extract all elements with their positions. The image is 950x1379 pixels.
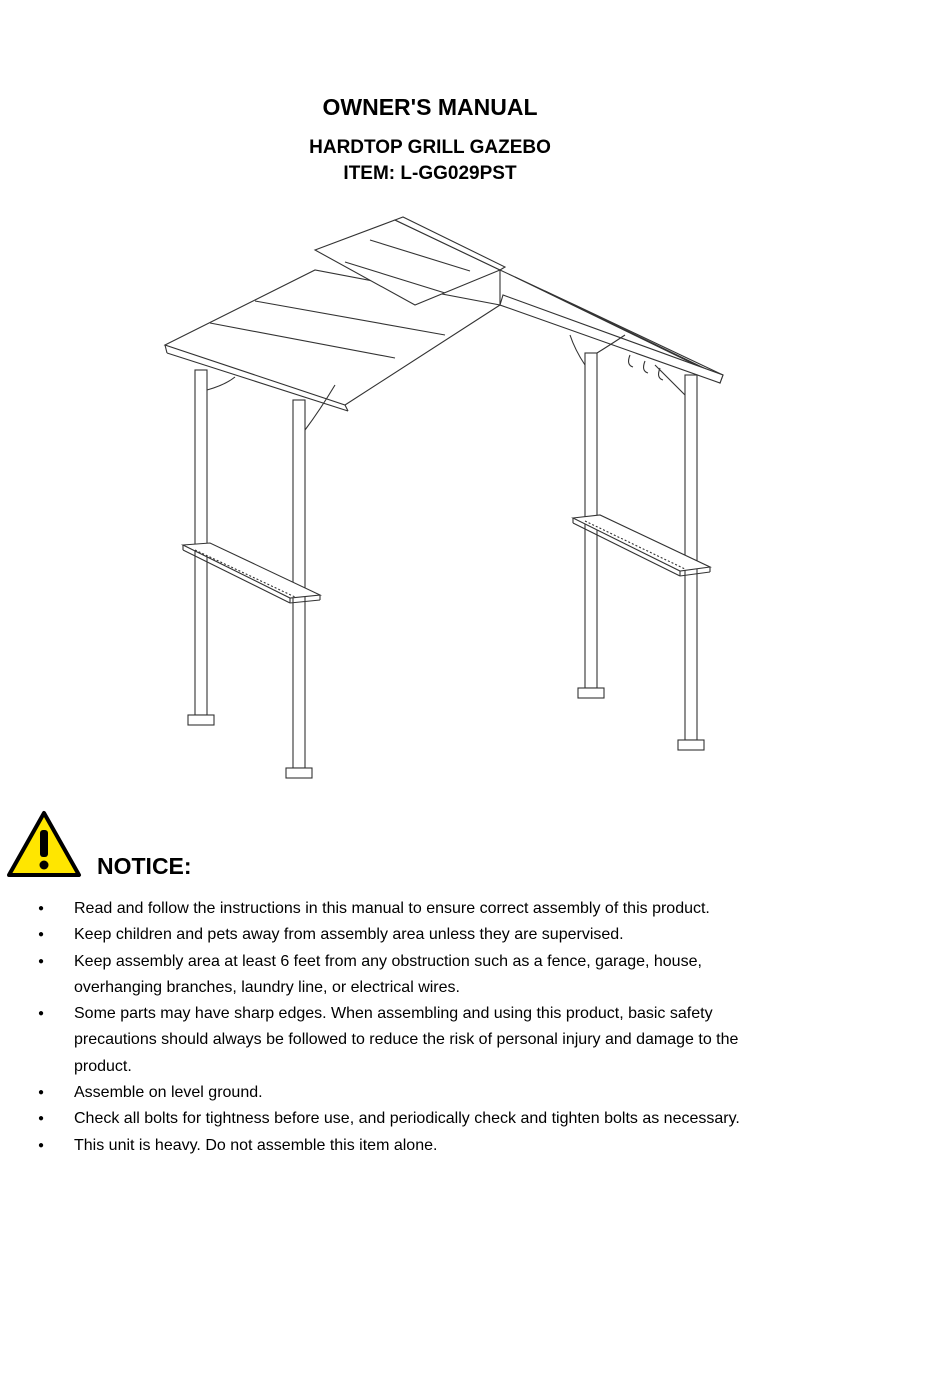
gazebo-illustration bbox=[155, 205, 735, 795]
notice-heading: NOTICE: bbox=[97, 853, 192, 879]
item-number: ITEM: L-GG029PST bbox=[343, 163, 517, 184]
list-item: ● This unit is heavy. Do not assemble this item alone. bbox=[38, 1136, 438, 1154]
product-name: HARDTOP GRILL GAZEBO bbox=[309, 137, 551, 158]
notice-list bbox=[0, 896, 950, 1159]
list-item: ● Assemble on level ground. bbox=[38, 1084, 263, 1102]
list-item: ● Keep assembly area at least 6 feet from any obstruction such as a fence, garage, house, overhanging branches, laundry line, or electrical wires. bbox=[38, 952, 702, 996]
warning-triangle-icon bbox=[6, 810, 82, 878]
list-item: ● Some parts may have sharp edges. When assembling and using this product, basic safety precautions should always be followed to reduce the risk of personal injury and damage to the product. bbox=[38, 1005, 739, 1075]
list-item: ● Check all bolts for tightness before use, and periodically check and tighten bolts as necessary. bbox=[38, 1110, 740, 1128]
list-item: ● Keep children and pets away from assembly area unless they are supervised. bbox=[38, 926, 624, 944]
page-title: OWNER'S MANUAL bbox=[322, 94, 538, 120]
list-item: ● Read and follow the instructions in this manual to ensure correct assembly of this product. bbox=[38, 900, 710, 917]
